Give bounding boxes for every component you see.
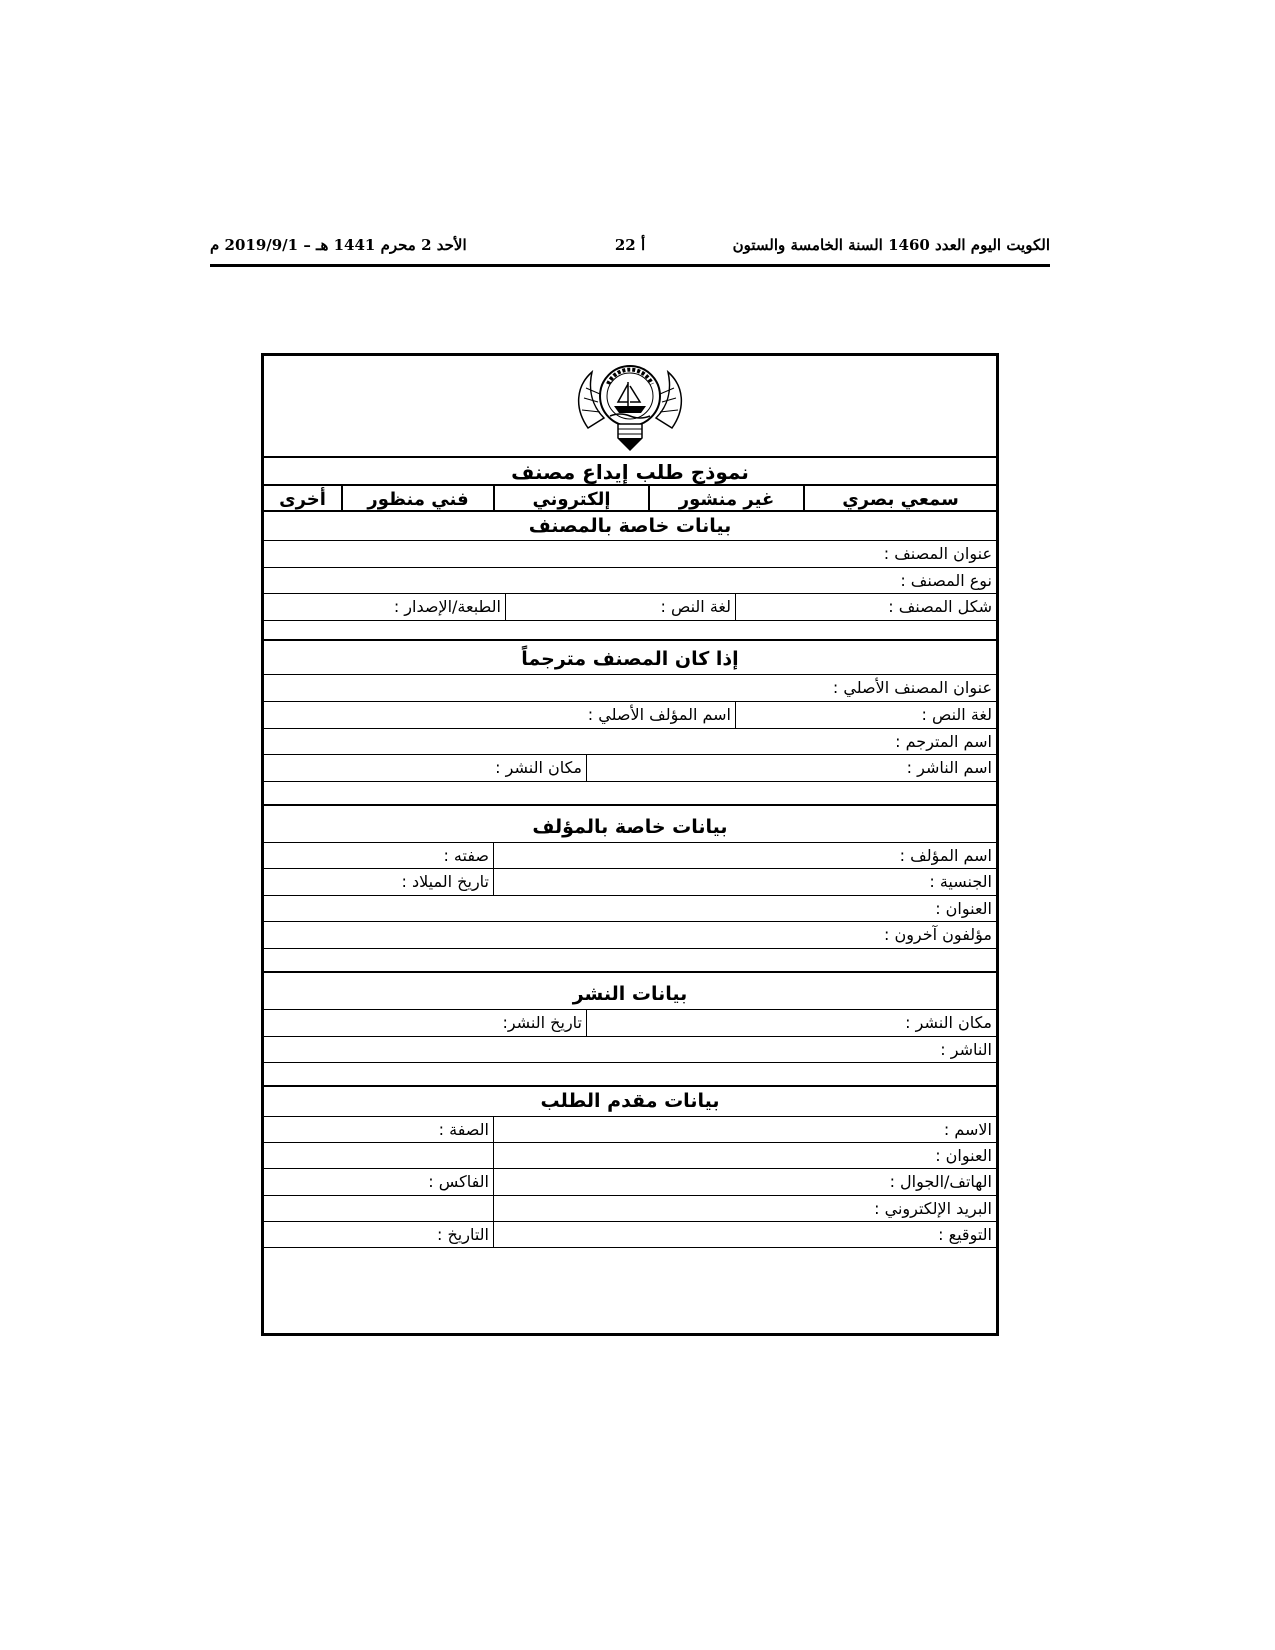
- original-title-row[interactable]: [264, 674, 996, 701]
- form-title: نموذج طلب إيداع مصنف: [511, 460, 749, 484]
- translator-row[interactable]: [264, 728, 996, 754]
- work-section-header: [264, 512, 996, 540]
- category-electronic[interactable]: إلكتروني: [493, 486, 648, 510]
- applicant-section-header: [264, 1085, 996, 1116]
- work-edition-label[interactable]: الطبعة/الإصدار :: [264, 594, 506, 620]
- translated-place-label[interactable]: مكان النشر :: [264, 755, 587, 781]
- translated-language-label[interactable]: لغة النص :: [921, 705, 992, 724]
- nationality-row: [264, 868, 996, 895]
- publish-place-label[interactable]: مكان النشر :: [905, 1013, 992, 1032]
- work-type-row[interactable]: [264, 567, 996, 593]
- work-type-label: نوع المصنف :: [900, 571, 992, 590]
- applicant-address-extra[interactable]: [264, 1143, 494, 1168]
- applicant-email-label[interactable]: البريد الإلكتروني :: [874, 1199, 992, 1218]
- applicant-signature-label[interactable]: التوقيع :: [938, 1225, 992, 1244]
- publishing-section-title: بيانات النشر: [572, 983, 688, 1005]
- applicant-signature-row: [264, 1221, 996, 1248]
- publish-place-row: [264, 1009, 996, 1036]
- other-authors-row[interactable]: [264, 921, 996, 948]
- translated-publisher-row: [264, 754, 996, 781]
- page-number: أ 22: [614, 236, 646, 254]
- author-section-title: بيانات خاصة بالمؤلف: [532, 816, 728, 838]
- publisher-row[interactable]: [264, 1036, 996, 1062]
- author-name-label[interactable]: اسم المؤلف :: [899, 846, 992, 865]
- category-visual-art[interactable]: فني منظور: [341, 486, 493, 510]
- gazette-issue: الكويت اليوم العدد 1460 السنة الخامسة والستون: [732, 236, 1050, 254]
- category-unpublished[interactable]: غير منشور: [648, 486, 803, 510]
- applicant-date-label[interactable]: التاريخ :: [264, 1222, 494, 1247]
- work-title-label: عنوان المصنف :: [883, 544, 992, 563]
- issue-date: الأحد 2 محرم 1441 هـ – 2019/9/1 م: [210, 236, 467, 254]
- work-form-label[interactable]: شكل المصنف :: [888, 597, 992, 616]
- author-capacity-label[interactable]: صفته :: [264, 843, 494, 868]
- applicant-address-row: [264, 1142, 996, 1168]
- applicant-section-title: بيانات مقدم الطلب: [540, 1090, 720, 1112]
- work-form-row: [264, 593, 996, 620]
- deposit-form: [261, 353, 999, 1336]
- publishing-section-header: [264, 971, 996, 1009]
- emblem-area: [264, 356, 996, 456]
- applicant-phone-row: [264, 1168, 996, 1195]
- author-address-row[interactable]: [264, 895, 996, 921]
- page-header: [210, 236, 1050, 260]
- translated-language-row: [264, 701, 996, 728]
- original-title-label: عنوان المصنف الأصلي :: [832, 678, 992, 697]
- applicant-fax-label[interactable]: الفاكس :: [264, 1169, 494, 1195]
- kuwait-emblem-icon: [570, 358, 690, 453]
- publishing-blank-row: [264, 1062, 996, 1085]
- translator-label: اسم المترجم :: [895, 732, 992, 751]
- category-row: [264, 484, 996, 512]
- applicant-address-label[interactable]: العنوان :: [935, 1146, 992, 1165]
- translated-section-title: إذا كان المصنف مترجماً: [521, 648, 739, 670]
- applicant-name-row: [264, 1116, 996, 1142]
- applicant-phone-label[interactable]: الهاتف/الجوال :: [889, 1172, 992, 1191]
- applicant-email-row: [264, 1195, 996, 1221]
- translated-publisher-label[interactable]: اسم الناشر :: [906, 758, 992, 777]
- author-blank-row: [264, 948, 996, 971]
- author-section-header: [264, 804, 996, 842]
- work-blank-row: [264, 620, 996, 639]
- author-name-row: [264, 842, 996, 868]
- translated-blank-row: [264, 781, 996, 804]
- applicant-name-label[interactable]: الاسم :: [943, 1120, 992, 1139]
- nationality-label[interactable]: الجنسية :: [929, 872, 992, 891]
- category-other[interactable]: أخرى: [279, 489, 326, 510]
- applicant-email-extra[interactable]: [264, 1196, 494, 1221]
- form-title-row: [264, 456, 996, 484]
- translated-section-header: [264, 639, 996, 674]
- birth-date-label[interactable]: تاريخ الميلاد :: [264, 869, 494, 895]
- category-audiovisual[interactable]: سمعي بصري: [803, 486, 996, 510]
- applicant-capacity-label[interactable]: الصفة :: [264, 1117, 494, 1142]
- work-section-title: بيانات خاصة بالمصنف: [528, 515, 732, 537]
- work-title-row[interactable]: [264, 540, 996, 567]
- header-rule: [210, 264, 1050, 267]
- publish-date-label[interactable]: تاريخ النشر:: [264, 1010, 587, 1036]
- publisher-label: الناشر :: [940, 1040, 992, 1059]
- author-address-label: العنوان :: [935, 899, 992, 918]
- other-authors-label: مؤلفون آخرون :: [883, 925, 992, 944]
- original-author-label[interactable]: اسم المؤلف الأصلي :: [264, 702, 736, 728]
- work-language-label[interactable]: لغة النص :: [506, 594, 736, 620]
